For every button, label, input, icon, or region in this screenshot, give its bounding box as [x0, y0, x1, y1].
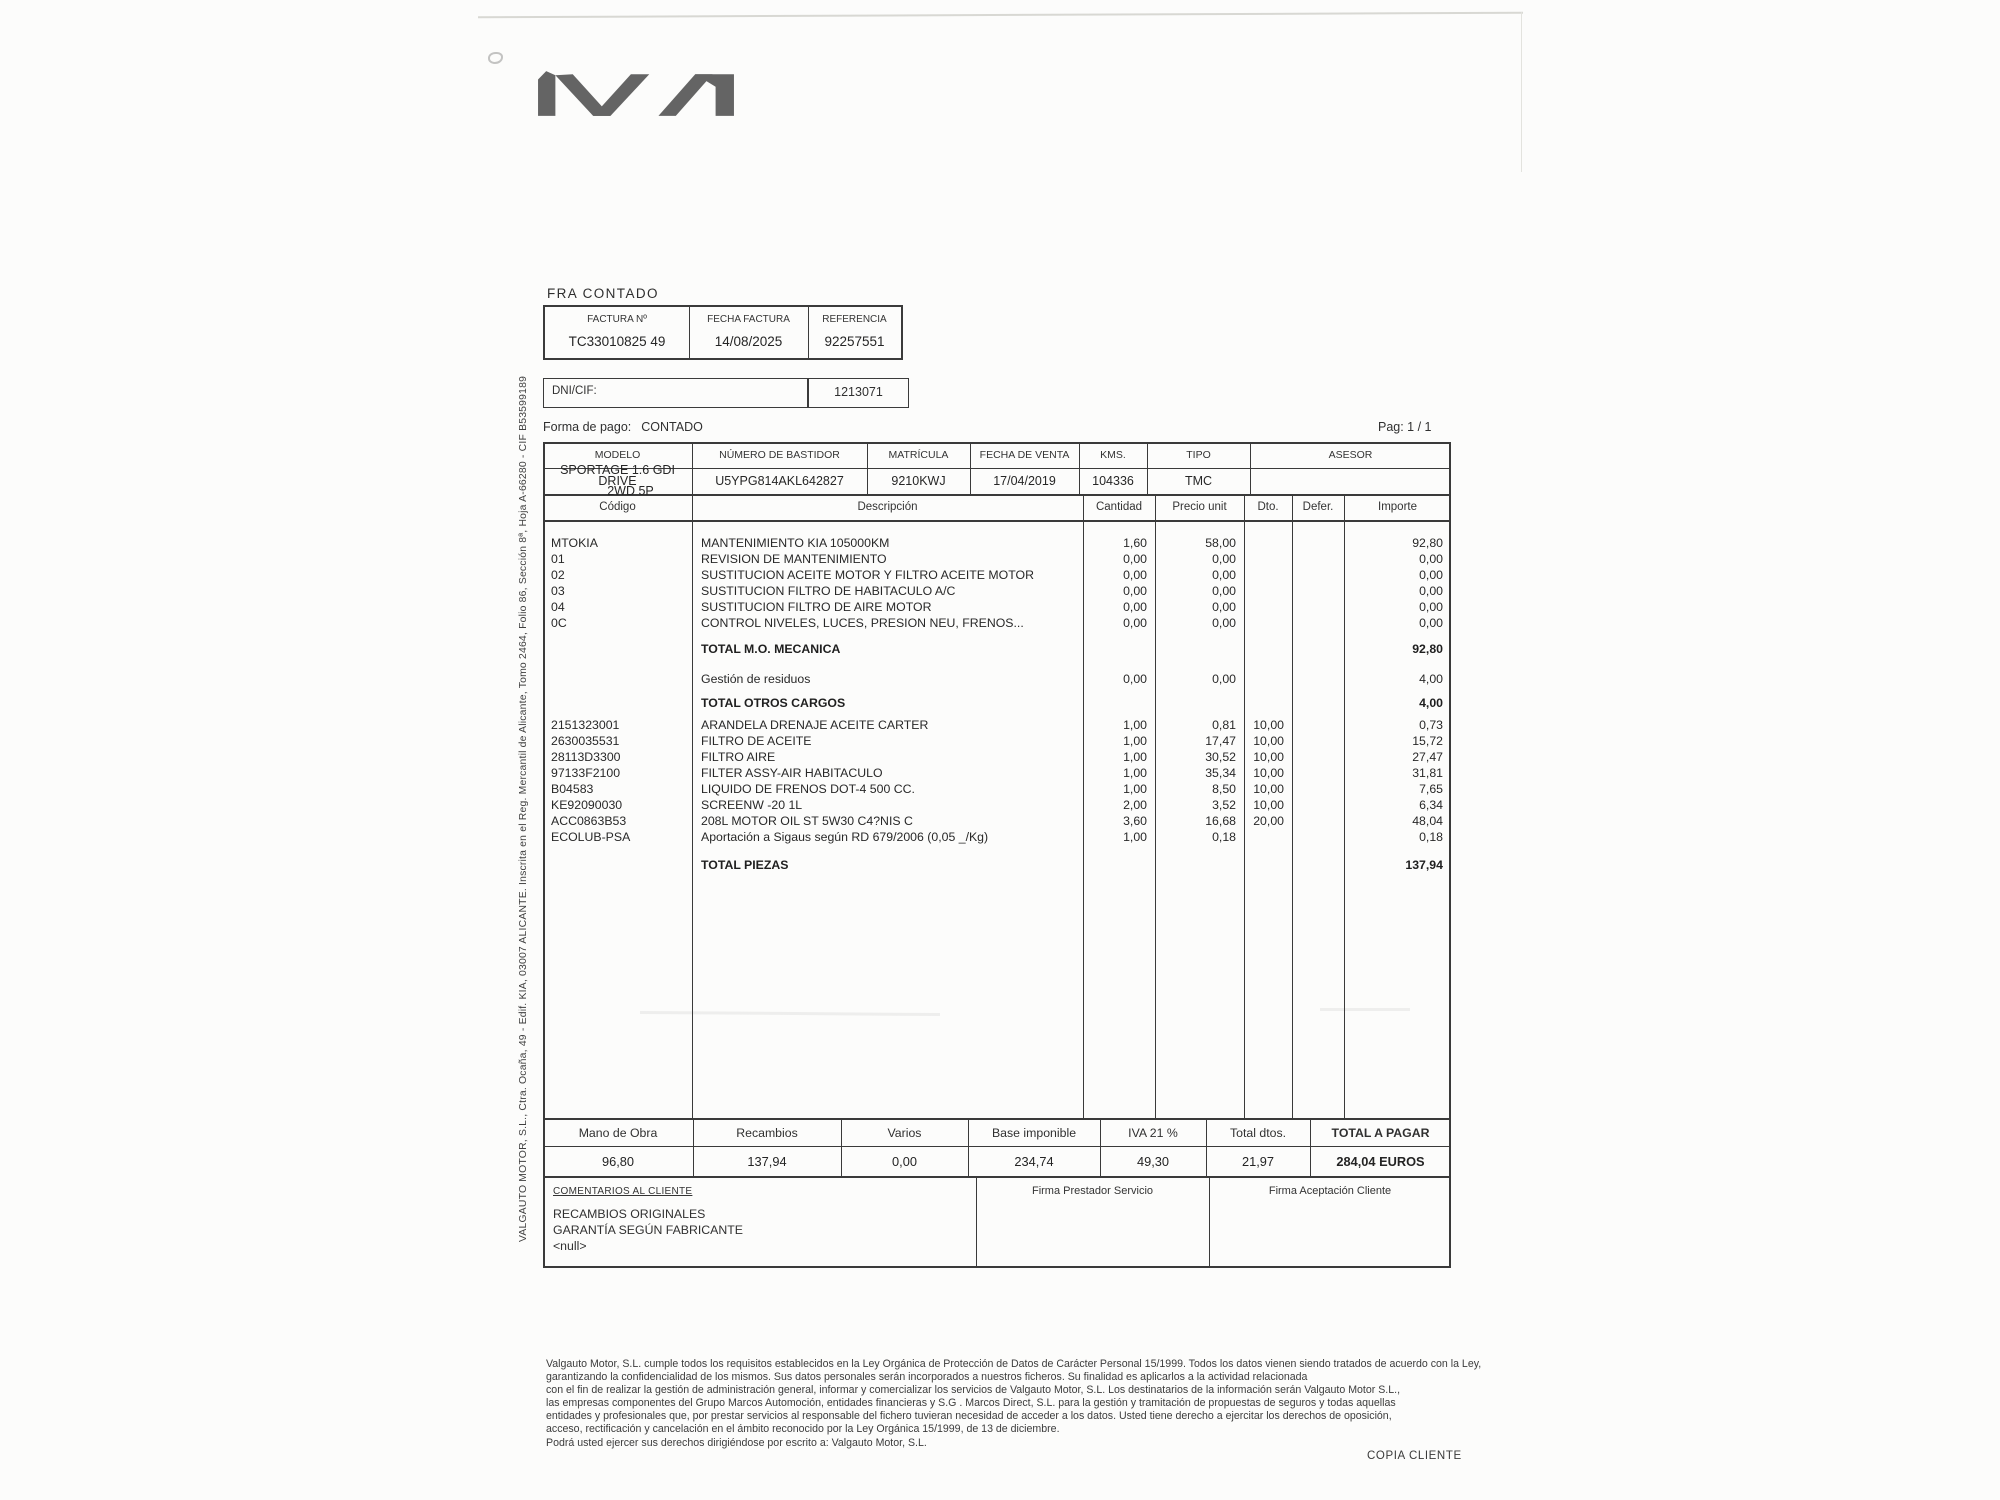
line-item-row — [543, 568, 1451, 584]
cell-code: 0C — [551, 616, 567, 630]
cell-quantity: 0,00 — [1123, 616, 1147, 630]
invoice-date-cell — [689, 307, 809, 358]
line-items-header-row — [543, 494, 1451, 520]
cell-unit-price: 0,18 — [1212, 830, 1236, 844]
cell-amount: 0,73 — [1419, 718, 1443, 732]
cell-description: MANTENIMIENTO KIA 105000KM — [701, 536, 890, 550]
payment-method-line — [543, 420, 703, 434]
cell-unit-price: 17,47 — [1205, 734, 1236, 748]
customer-comments-text — [553, 1206, 743, 1254]
cell-code: B04583 — [551, 782, 594, 796]
line-item-row — [543, 672, 1451, 688]
invoice-number-label: FACTURA Nº — [587, 314, 647, 325]
legal-footer-text — [546, 1358, 1481, 1450]
summary-values-row — [543, 1146, 1451, 1176]
invoice-number-cell — [545, 307, 690, 358]
company-registration-side-text: VALGAUTO MOTOR, S.L., Ctra. Ocaña, 49 - Edif. KIA, 03007 ALICANTE. Inscrita en el Reg. Mercantil de Alicante, Tomo 2464, Folio 86, Sección 8ª, Hoja A-66280 - CIF B53599189 — [518, 375, 529, 1242]
line-item-row — [543, 858, 1451, 874]
tax-id-box — [543, 378, 909, 408]
invoice-reference-cell — [808, 307, 901, 358]
cell-description: TOTAL OTROS CARGOS — [701, 696, 846, 710]
tax-id-value: 1213071 — [834, 385, 883, 399]
kia-logo — [536, 68, 736, 118]
cell-description: REVISION DE MANTENIMIENTO — [701, 552, 887, 566]
cell-discount: 10,00 — [1253, 750, 1284, 764]
cell-quantity: 1,60 — [1123, 536, 1147, 550]
comment-line: RECAMBIOS ORIGINALES — [553, 1207, 706, 1221]
cell-description: FILTRO AIRE — [701, 750, 776, 764]
cell-unit-price: 35,34 — [1205, 766, 1236, 780]
cell-discount: 10,00 — [1253, 798, 1284, 812]
line-item-row — [543, 584, 1451, 600]
vehicle-column-header: MATRÍCULA — [888, 449, 949, 461]
invoice-reference-value: 92257551 — [824, 334, 885, 349]
cell-quantity: 0,00 — [1123, 584, 1147, 598]
line-items-column-header: Descripción — [857, 501, 918, 513]
cell-amount: 4,00 — [1419, 672, 1443, 686]
cell-discount: 10,00 — [1253, 782, 1284, 796]
line-items-body — [543, 520, 1451, 1118]
vehicle-column-header: FECHA DE VENTA — [979, 449, 1070, 461]
paper-right-edge — [1521, 12, 1522, 172]
cell-amount: 31,81 — [1412, 766, 1443, 780]
summary-value: 49,30 — [1136, 1153, 1170, 1169]
vehicle-kms-cell: 104336 — [1092, 474, 1134, 488]
line-items-column-header: Código — [599, 501, 636, 513]
line-item-row — [543, 814, 1451, 830]
comment-line: GARANTÍA SEGÚN FABRICANTE — [553, 1223, 743, 1237]
cell-quantity: 1,00 — [1123, 782, 1147, 796]
summary-value: 234,74 — [1014, 1153, 1054, 1169]
cell-code: 97133F2100 — [551, 766, 621, 780]
cell-discount: 10,00 — [1253, 718, 1284, 732]
cell-code: 01 — [551, 552, 565, 566]
line-items-column-header: Dto. — [1257, 501, 1279, 513]
cell-code: 04 — [551, 600, 565, 614]
cell-unit-price: 0,00 — [1212, 568, 1236, 582]
cell-quantity: 2,00 — [1123, 798, 1147, 812]
line-item-row — [543, 536, 1451, 552]
legal-line: Podrá usted ejercer sus derechos dirigiéndose por escrito a: Valgauto Motor, S.L. — [546, 1436, 927, 1449]
summary-column-header: Mano de Obra — [578, 1126, 658, 1140]
cell-description: LIQUIDO DE FRENOS DOT-4 500 CC. — [701, 782, 915, 796]
legal-line: entidades y profesionales que, por prestar servicios al responsable del fichero tuvieran necesidad de acceder a los datos. Usted tiene derecho a ejercitar los derechos de oposición, — [546, 1410, 1392, 1423]
invoice-header-table — [543, 305, 903, 360]
payment-method-value: CONTADO — [641, 420, 703, 434]
cell-quantity: 3,60 — [1123, 814, 1147, 828]
cell-amount: 137,94 — [1405, 858, 1443, 872]
cell-code: 03 — [551, 584, 565, 598]
cell-unit-price: 3,52 — [1212, 798, 1236, 812]
legal-line: garantizando la confidencialidad de los mismos. Sus datos personales serán incorporados a nuestros ficheros. Su finalidad es aplicarlos a la actividad relacionada — [546, 1371, 1308, 1384]
customer-signature-label: Firma Aceptación Cliente — [1268, 1185, 1392, 1197]
cell-quantity: 1,00 — [1123, 734, 1147, 748]
cell-description: SUSTITUCION FILTRO DE AIRE MOTOR — [701, 600, 932, 614]
line-item-row — [543, 718, 1451, 734]
cell-amount: 7,65 — [1419, 782, 1443, 796]
line-item-row — [543, 600, 1451, 616]
line-items-column-header: Cantidad — [1095, 501, 1143, 513]
vehicle-vin-cell: U5YPG814AKL642827 — [715, 474, 844, 488]
vehicle-column-header: MODELO — [594, 449, 641, 461]
vehicle-column-header: ASESOR — [1328, 449, 1373, 461]
vehicle-column-header: KMS. — [1100, 449, 1126, 461]
legal-line: las empresas componentes del Grupo Marcos Automoción, entidades financieras y S.G . Marcos Direct, S.L. para la gestión y tramitación de propuestas de seguros y todas aquellas — [546, 1397, 1396, 1410]
cell-quantity: 0,00 — [1123, 552, 1147, 566]
copy-type-label: COPIA CLIENTE — [1367, 1450, 1462, 1462]
legal-line: acceso, rectificación y cancelación en el ámbito reconocido por la Ley Orgánica 15/1999, de 13 de diciembre. — [546, 1423, 1060, 1436]
cell-unit-price: 8,50 — [1212, 782, 1236, 796]
summary-value: 21,97 — [1241, 1153, 1275, 1169]
vehicle-column-header: NÚMERO DE BASTIDOR — [719, 449, 840, 461]
vehicle-advisor-cell — [1250, 468, 1451, 494]
invoice-date-value: 14/08/2025 — [714, 334, 783, 349]
summary-header-row — [543, 1120, 1451, 1146]
cell-description: FILTER ASSY-AIR HABITACULO — [701, 766, 883, 780]
cell-amount: 15,72 — [1412, 734, 1443, 748]
cell-amount: 0,00 — [1419, 568, 1443, 582]
summary-value: 0,00 — [892, 1153, 917, 1169]
line-items-column-header: Importe — [1378, 501, 1417, 513]
cell-unit-price: 0,00 — [1212, 552, 1236, 566]
cell-code: 02 — [551, 568, 565, 582]
cell-unit-price: 0,00 — [1212, 600, 1236, 614]
cell-amount: 92,80 — [1412, 642, 1443, 656]
summary-value: 96,80 — [601, 1153, 635, 1169]
totals-summary-table — [543, 1118, 1451, 1178]
cell-description: TOTAL PIEZAS — [701, 858, 789, 872]
document-type-title: FRA CONTADO — [547, 286, 659, 301]
vehicle-model-cell — [543, 463, 692, 499]
cell-quantity: 0,00 — [1123, 600, 1147, 614]
line-item-row — [543, 782, 1451, 798]
cell-amount: 0,00 — [1419, 616, 1443, 630]
vehicle-data-row — [543, 463, 1451, 499]
cell-quantity: 1,00 — [1123, 766, 1147, 780]
summary-column-header: Base imponible — [991, 1126, 1077, 1140]
cell-amount: 6,34 — [1419, 798, 1443, 812]
comments-signatures-section — [543, 1178, 1451, 1268]
vehicle-plate-cell: 9210KWJ — [891, 474, 946, 488]
summary-value: 137,94 — [747, 1153, 787, 1169]
invoice-reference-label: REFERENCIA — [822, 314, 887, 325]
cell-description: FILTRO DE ACEITE — [701, 734, 812, 748]
line-item-row — [543, 750, 1451, 766]
summary-column-header: Total dtos. — [1229, 1126, 1287, 1140]
vehicle-column-header: TIPO — [1186, 449, 1211, 461]
cell-quantity: 1,00 — [1123, 750, 1147, 764]
invoice-number-value: TC33010825 49 — [568, 334, 666, 349]
line-item-row — [543, 766, 1451, 782]
cell-quantity: 1,00 — [1123, 718, 1147, 732]
cell-unit-price: 0,00 — [1212, 672, 1236, 686]
cell-code: 2630035531 — [551, 734, 620, 748]
cell-discount: 10,00 — [1253, 766, 1284, 780]
line-item-row — [543, 642, 1451, 658]
line-items-column-header: Precio unit — [1172, 501, 1227, 513]
cell-description: Aportación a Sigaus según RD 679/2006 (0,05 _/Kg) — [701, 830, 989, 844]
vehicle-model-line2: 2WD 5P — [607, 484, 654, 499]
cell-amount: 27,47 — [1412, 750, 1443, 764]
page-indicator: Pag: 1 / 1 — [1378, 420, 1432, 434]
cell-discount: 10,00 — [1253, 734, 1284, 748]
summary-column-header: TOTAL A PAGAR — [1331, 1126, 1430, 1140]
cell-description: SUSTITUCION FILTRO DE HABITACULO A/C — [701, 584, 956, 598]
cell-description: 208L MOTOR OIL ST 5W30 C4?NIS C — [701, 814, 913, 828]
vehicle-model-line1: SPORTAGE 1.6 GDI DRIVE — [560, 463, 675, 488]
cell-description: ARANDELA DRENAJE ACEITE CARTER — [701, 718, 929, 732]
scan-smudge — [488, 52, 503, 64]
cell-description: SUSTITUCION ACEITE MOTOR Y FILTRO ACEITE MOTOR — [701, 568, 1034, 582]
line-item-row — [543, 552, 1451, 568]
legal-line: con el fin de realizar la gestión de administración general, informar y comercializar los servicios de Valgauto Motor, S.L. Los destinatarios de la información serán Valgauto Motor S.L., — [546, 1384, 1401, 1397]
line-items-column-header: Defer. — [1302, 501, 1334, 513]
customer-comments-title: COMENTARIOS AL CLIENTE — [553, 1186, 693, 1197]
line-item-row — [543, 798, 1451, 814]
cell-amount: 0,00 — [1419, 584, 1443, 598]
cell-code: MTOKIA — [551, 536, 598, 550]
cell-code: ECOLUB-PSA — [551, 830, 631, 844]
invoice-main-table — [543, 442, 1451, 1268]
cell-amount: 48,04 — [1412, 814, 1443, 828]
cell-description: TOTAL M.O. MECANICA — [701, 642, 841, 656]
cell-description: CONTROL NIVELES, LUCES, PRESION NEU, FRENOS... — [701, 616, 1024, 630]
vehicle-type-cell: TMC — [1184, 474, 1213, 488]
cell-description: Gestión de residuos — [701, 672, 811, 686]
cell-code: 28113D3300 — [551, 750, 621, 764]
cell-unit-price: 0,00 — [1212, 616, 1236, 630]
line-item-row — [543, 830, 1451, 846]
cell-unit-price: 16,68 — [1205, 814, 1236, 828]
cell-amount: 0,00 — [1419, 552, 1443, 566]
vehicle-sale-date-cell: 17/04/2019 — [993, 474, 1056, 488]
cell-unit-price: 0,81 — [1212, 718, 1236, 732]
cell-amount: 92,80 — [1412, 536, 1443, 550]
cell-amount: 4,00 — [1419, 696, 1443, 710]
cell-unit-price: 0,00 — [1212, 584, 1236, 598]
summary-column-header: Recambios — [736, 1126, 798, 1140]
legal-line: Valgauto Motor, S.L. cumple todos los requisitos establecidos en la Ley Orgánica de Protección de Datos de Carácter Personal 15/1999. Todos los datos vienen siendo tratados de acuerdo con la Ley, — [546, 1358, 1482, 1370]
cell-description: SCREENW -20 1L — [701, 798, 803, 812]
tax-id-label: DNI/CIF: — [552, 385, 597, 397]
invoice-date-label: FECHA FACTURA — [707, 314, 790, 325]
cell-quantity: 0,00 — [1123, 568, 1147, 582]
cell-code: ACC0863B53 — [551, 814, 627, 828]
comment-line: <null> — [553, 1239, 587, 1253]
vehicle-header-row — [543, 442, 1451, 468]
summary-value: 284,04 EUROS — [1336, 1153, 1425, 1169]
summary-column-header: IVA 21 % — [1128, 1126, 1178, 1140]
cell-unit-price: 58,00 — [1205, 536, 1236, 550]
line-item-row — [543, 734, 1451, 750]
summary-column-header: Varios — [887, 1126, 922, 1140]
paper-torn-edge — [478, 12, 1523, 19]
cell-amount: 0,00 — [1419, 600, 1443, 614]
cell-amount: 0,18 — [1419, 830, 1443, 844]
cell-code: KE92090030 — [551, 798, 623, 812]
cell-discount: 20,00 — [1253, 814, 1284, 828]
cell-quantity: 1,00 — [1123, 830, 1147, 844]
payment-method-label: Forma de pago: — [543, 420, 632, 434]
line-item-row — [543, 696, 1451, 712]
cell-quantity: 0,00 — [1123, 672, 1147, 686]
cell-unit-price: 30,52 — [1205, 750, 1236, 764]
provider-signature-label: Firma Prestador Servicio — [1031, 1185, 1154, 1197]
cell-code: 2151323001 — [551, 718, 620, 732]
line-item-row — [543, 616, 1451, 632]
